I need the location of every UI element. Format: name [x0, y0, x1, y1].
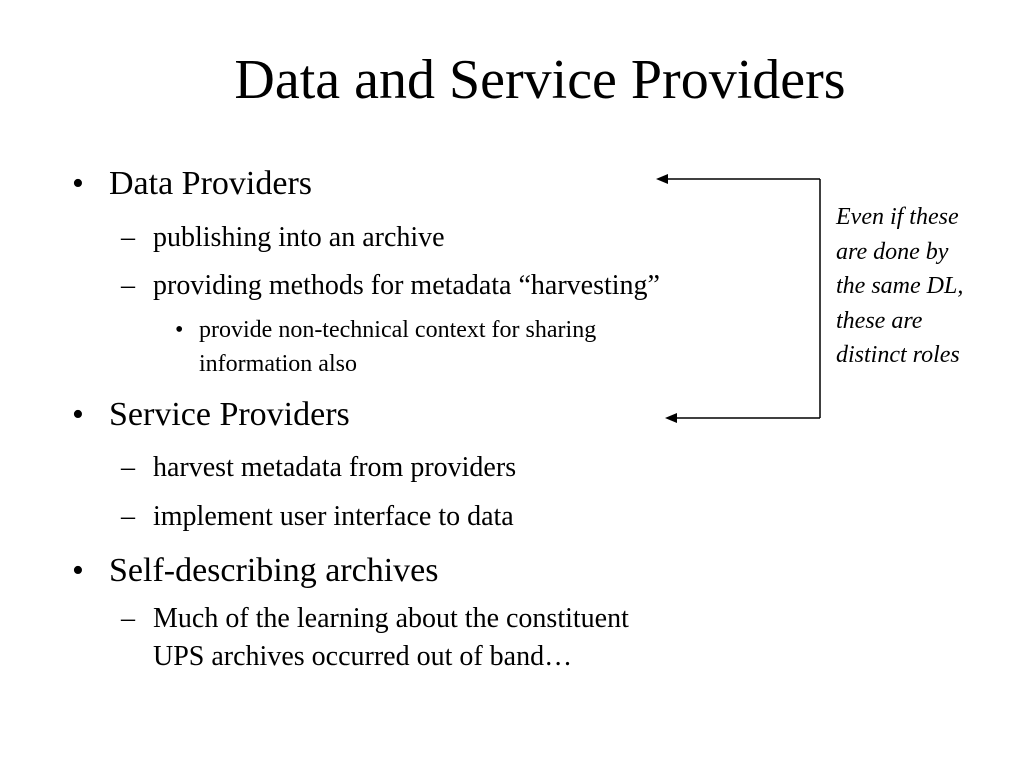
side-note-line: distinct roles: [836, 342, 960, 368]
side-note-line: are done by: [836, 238, 949, 265]
sub-sub-bullet-label-line1: provide non-technical context for sharing: [199, 317, 597, 343]
slide-title: Data and Service Providers: [234, 49, 846, 111]
side-note: [836, 200, 1011, 373]
sub-bullet-label-line1: Much of the learning about the constituent: [153, 603, 629, 634]
arrowhead-bottom-icon: [665, 413, 677, 423]
bullet-mark: •: [72, 552, 84, 589]
bullet-label: Service Providers: [109, 396, 350, 433]
sub-bullet-label-line2: UPS archives occurred out of band…: [153, 641, 573, 672]
bullet-mark: •: [175, 317, 184, 343]
dash-mark: –: [121, 603, 135, 634]
dash-mark: –: [121, 222, 135, 253]
bullet-mark: •: [72, 396, 84, 433]
sub-bullet-label: harvest metadata from providers: [153, 452, 517, 483]
sub-bullet-label: publishing into an archive: [153, 222, 445, 253]
bullet-label: Self-describing archives: [109, 552, 439, 589]
side-note-line: the same DL,: [836, 273, 964, 299]
bracket-lines: [664, 179, 820, 418]
side-note-line: these are: [836, 307, 923, 334]
sub-sub-bullet-label-line2: information also: [199, 351, 357, 377]
bullet-label: Data Providers: [109, 165, 313, 202]
side-note-line: Even if these: [836, 204, 959, 230]
arrowhead-top-icon: [656, 174, 668, 184]
dash-mark: –: [121, 270, 135, 301]
sub-bullet-label: providing methods for metadata “harvesting”: [153, 270, 660, 301]
dash-mark: –: [121, 501, 135, 532]
sub-bullet-label: implement user interface to data: [153, 501, 514, 532]
dash-mark: –: [121, 452, 135, 483]
bullet-mark: •: [72, 165, 84, 202]
